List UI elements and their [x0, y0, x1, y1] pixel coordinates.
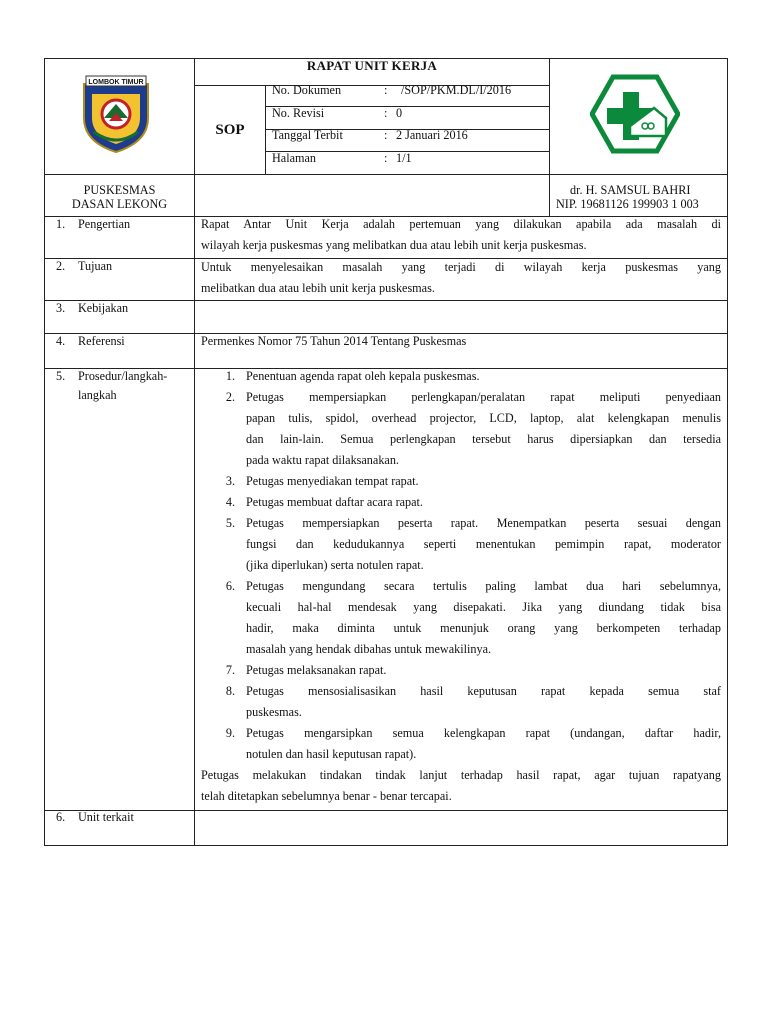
meta-value-doc-number: /SOP/PKM.DL/I/2016: [401, 83, 512, 97]
row-line-3: [44, 300, 728, 301]
step-line: fungsi dan kedudukannya seperti menentukan pemimpin rapat, moderator: [246, 537, 721, 551]
step-line: kecuali hal-hal mendesak yang disepakati. Jika yang diundang tidak bisa: [246, 600, 721, 614]
section-number: 3.: [56, 301, 66, 315]
section-label-pengertian: Pengertian: [78, 217, 131, 231]
step-number: 6.: [225, 579, 235, 593]
step-line: pada waktu rapat dilaksanakan.: [246, 453, 399, 467]
step-number: 1.: [225, 369, 235, 383]
section-label-prosedur: Prosedur/langkah-: [78, 369, 168, 383]
step-line: dan lain-lain. Semua perlengkapan tersebut harus dipersiapkan dan tersedia: [246, 432, 721, 446]
step-number: 8.: [225, 684, 235, 698]
step-number: 2.: [225, 390, 235, 404]
step-number: 4.: [225, 495, 235, 509]
step-line: (jika diperlukan) serta notulen rapat.: [246, 558, 424, 572]
regency-logo: [78, 74, 154, 154]
step-line: Petugas mengarsipkan semua kelengkapan rapat (undangan, daftar hadir,: [246, 726, 721, 740]
section-number: 1.: [56, 217, 66, 231]
document-title: RAPAT UNIT KERJA: [306, 58, 438, 73]
meta-value-page: 1/1: [396, 151, 412, 165]
meta-colon: :: [384, 128, 388, 142]
meta-label-issue-date: Tanggal Terbit: [272, 128, 343, 142]
section-label-referensi: Referensi: [78, 334, 125, 348]
row-line-6: [44, 810, 728, 811]
referensi-text: Permenkes Nomor 75 Tahun 2014 Tentang Puskesmas: [201, 334, 467, 348]
section-label-prosedur: langkah: [78, 388, 117, 402]
org-name-line-1: PUSKESMAS: [83, 183, 156, 197]
step-line: Petugas mensosialisasikan hasil keputusan rapat kepada semua staf: [246, 684, 721, 698]
org-name-line-2: DASAN LEKONG: [71, 197, 168, 211]
tujuan-line: Untuk menyelesaikan masalah yang terjadi di wilayah kerja puskesmas yang: [201, 260, 721, 274]
step-line: Petugas mempersiapkan peserta rapat. Menempatkan peserta sesuai dengan: [246, 516, 721, 530]
puskesmas-logo: [590, 74, 680, 154]
step-line: Petugas melaksanakan rapat.: [246, 663, 387, 677]
step-line: notulen dan hasil keputusan rapat).: [246, 747, 417, 761]
procedure-closing-line: Petugas melakukan tindakan tindak lanjut terhadap hasil rapat, agar tujuan rapatyang: [201, 768, 721, 782]
step-line: Penentuan agenda rapat oleh kepala puskesmas.: [246, 369, 480, 383]
tujuan-line: melibatkan dua atau lebih unit kerja puskesmas.: [201, 281, 435, 295]
section-number: 6.: [56, 810, 66, 824]
meta-colon: :: [384, 106, 388, 120]
header-bottom-line: [44, 174, 728, 175]
section-label-tujuan: Tujuan: [78, 259, 113, 273]
section-label-unit-terkait: Unit terkait: [78, 810, 134, 824]
step-line: Petugas mempersiapkan perlengkapan/peralatan rapat meliputi penyediaan: [246, 390, 721, 404]
meta-colon: :: [384, 83, 388, 97]
table-border-right: [727, 58, 728, 846]
step-number: 7.: [225, 663, 235, 677]
pengertian-line: Rapat Antar Unit Kerja adalah pertemuan yang dilakukan apabila ada masalah di: [201, 217, 721, 231]
step-number: 5.: [225, 516, 235, 530]
logo-banner-text: LOMBOK TIMUR: [88, 79, 144, 86]
meta-label-revision: No. Revisi: [272, 106, 325, 120]
section-number: 5.: [56, 369, 66, 383]
table-border-left: [44, 58, 45, 846]
section-number: 2.: [56, 259, 66, 273]
procedure-closing-line: telah ditetapkan sebelumnya benar - benar tercapai.: [201, 789, 452, 803]
meta-label-page: Halaman: [272, 151, 316, 165]
signer-name: dr. H. SAMSUL BAHRI: [570, 183, 691, 197]
header-right-divider: [549, 58, 550, 216]
meta-label-doc-number: No. Dokumen: [272, 83, 342, 97]
step-line: Petugas membuat daftar acara rapat.: [246, 495, 423, 509]
meta-value-revision: 0: [396, 106, 403, 120]
sop-divider: [265, 85, 266, 174]
section-number: 4.: [56, 334, 66, 348]
step-number: 9.: [225, 726, 235, 740]
step-line: hadir, maka diminta untuk menunjuk orang yang berkompeten terhadap: [246, 621, 721, 635]
sop-label: SOP: [215, 122, 245, 138]
column-divider: [194, 58, 195, 846]
step-line: Petugas mengundang secara tertulis paling lambat dua hari sebelumnya,: [246, 579, 721, 593]
step-line: Petugas menyediakan tempat rapat.: [246, 474, 419, 488]
step-number: 3.: [225, 474, 235, 488]
signer-nip: NIP. 19681126 199903 1 003: [556, 197, 699, 211]
section-label-kebijakan: Kebijakan: [78, 301, 129, 315]
table-border-bottom: [44, 845, 728, 846]
meta-value-issue-date: 2 Januari 2016: [396, 128, 468, 142]
step-line: puskesmas.: [246, 705, 302, 719]
pengertian-line: wilayah kerja puskesmas yang melibatkan dua atau lebih unit kerja puskesmas.: [201, 238, 587, 252]
meta-colon: :: [384, 151, 388, 165]
step-line: masalah yang hendak dibahas untuk mewakilinya.: [246, 642, 492, 656]
step-line: papan tulis, spidol, overhead projector, LCD, laptop, alat kelengkapan menulis: [246, 411, 721, 425]
